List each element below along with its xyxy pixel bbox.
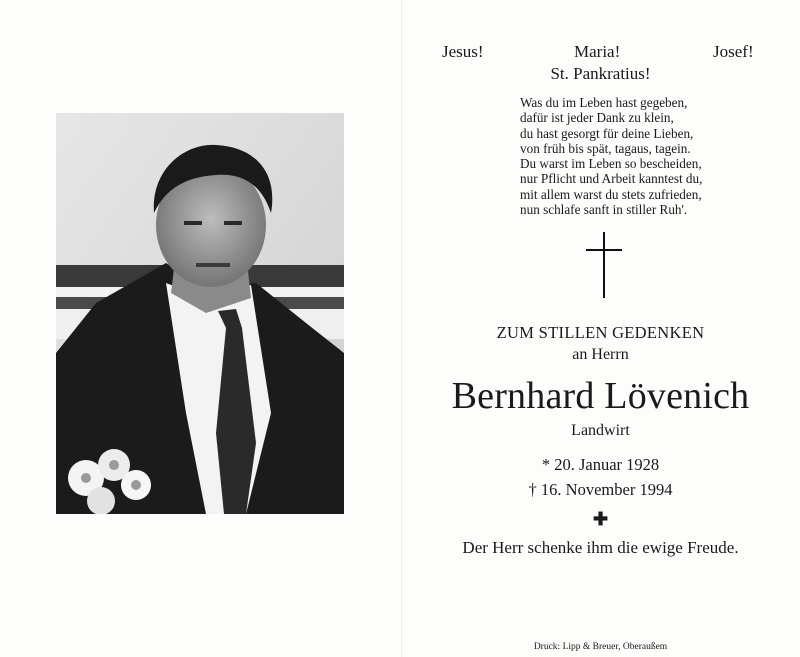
deceased-name: Bernhard Lövenich [451,375,750,417]
printer-credit: Druck: Lipp & Breuer, Oberaußem [533,642,668,652]
death-date: † 16. November 1994 [528,480,673,499]
poem-line: nun schlafe sanft in stiller Ruh'. [520,202,688,218]
poem-line: von früh bis spät, tagaus, tagein. [520,140,691,156]
memorial-subheading: an Herrn [572,346,629,363]
invocation-saint: St. Pankratius! [550,64,651,83]
memorial-poem [520,95,770,217]
invocation-jesus: Jesus! [442,42,484,61]
cross-icon [584,232,624,298]
small-cross-icon: ✚ [592,509,609,529]
poem-line: nur Pflicht und Arbeit kanntest du, [520,171,703,187]
invocation-maria: Maria! [574,42,621,61]
memorial-heading: ZUM STILLEN GEDENKEN [496,323,705,342]
birth-date: * 20. Januar 1928 [541,455,660,474]
poem-line: dafür ist jeder Dank zu klein, [520,110,674,126]
poem-line: du hast gesorgt für deine Lieben, [520,125,694,141]
poem-line: Du warst im Leben so bescheiden, [520,156,702,172]
blessing-text: Der Herr schenke ihm die ewige Freude. [462,538,739,557]
deceased-occupation: Landwirt [571,422,630,439]
poem-line: Was du im Leben hast gegeben, [520,95,688,110]
poem-line: mit allem warst du stets zufrieden, [520,186,702,202]
invocation-josef: Josef! [713,42,754,61]
portrait-photo [56,113,344,514]
